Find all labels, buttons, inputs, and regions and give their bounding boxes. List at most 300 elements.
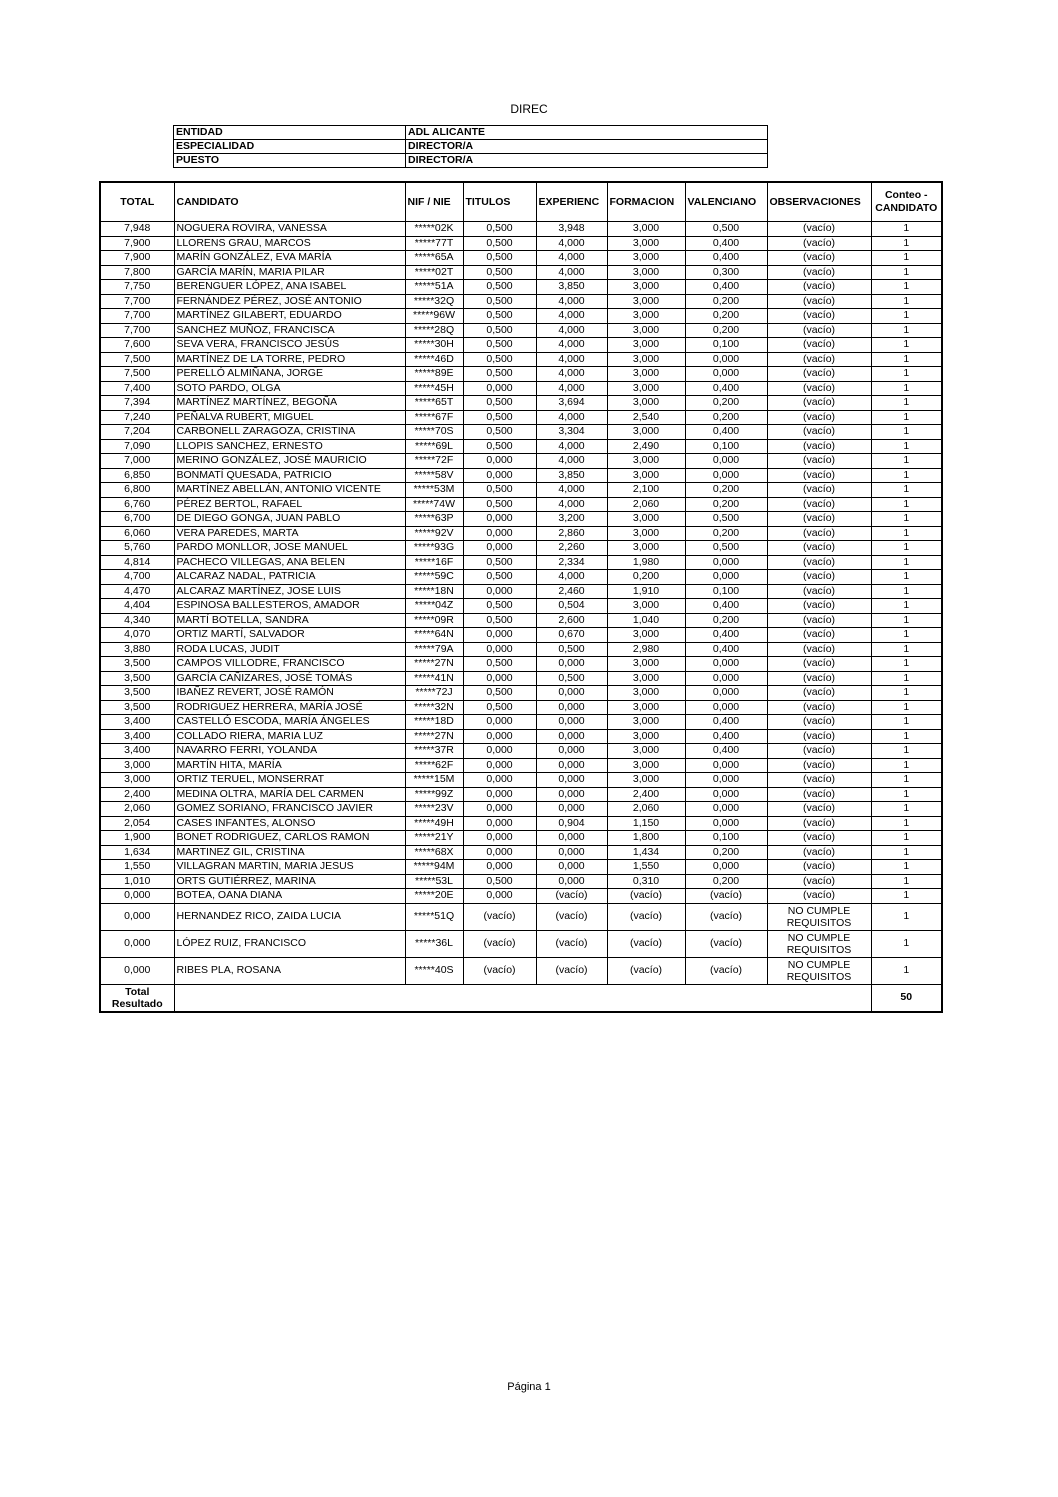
cell-conteo: 1 — [871, 294, 942, 309]
cell-total: 6,800 — [100, 483, 174, 498]
cell-experiencia: 4,000 — [536, 294, 607, 309]
cell-candidato: HERNANDEZ RICO, ZAIDA LUCIA — [174, 903, 405, 930]
cell-experiencia: 3,850 — [536, 468, 607, 483]
cell-nif: *****68X — [405, 845, 463, 860]
cell-titulos: 0,000 — [463, 671, 536, 686]
cell-titulos: 0,000 — [463, 729, 536, 744]
cell-valenciano: 0,200 — [685, 874, 767, 889]
cell-nif: *****15M — [405, 773, 463, 788]
cell-titulos: 0,500 — [463, 497, 536, 512]
cell-total: 7,500 — [100, 352, 174, 367]
cell-titulos: 0,500 — [463, 613, 536, 628]
table-row — [100, 628, 942, 643]
table-row — [100, 889, 942, 904]
cell-valenciano: 0,000 — [685, 468, 767, 483]
cell-titulos: 0,000 — [463, 715, 536, 730]
table-row — [100, 613, 942, 628]
cell-total: 4,070 — [100, 628, 174, 643]
cell-experiencia: 3,200 — [536, 512, 607, 527]
cell-titulos: 0,000 — [463, 802, 536, 817]
cell-formacion: 3,000 — [607, 265, 685, 280]
meta-value: ADL ALICANTE — [406, 126, 768, 140]
cell-experiencia: (vacío) — [536, 903, 607, 930]
cell-observaciones: (vacío) — [767, 729, 871, 744]
cell-candidato: SEVA VERA, FRANCISCO JESÚS — [174, 338, 405, 353]
cell-titulos: 0,500 — [463, 686, 536, 701]
cell-formacion: 3,000 — [607, 236, 685, 251]
cell-experiencia: 0,500 — [536, 671, 607, 686]
cell-observaciones: (vacío) — [767, 381, 871, 396]
cell-observaciones: (vacío) — [767, 439, 871, 454]
cell-formacion: 2,060 — [607, 802, 685, 817]
cell-experiencia: 0,000 — [536, 860, 607, 875]
cell-conteo: 1 — [871, 642, 942, 657]
cell-candidato: ESPINOSA BALLESTEROS, AMADOR — [174, 599, 405, 614]
cell-candidato: PEÑALVA RUBERT, MIGUEL — [174, 410, 405, 425]
cell-observaciones: NO CUMPLE REQUISITOS — [767, 957, 871, 984]
cell-total: 6,060 — [100, 526, 174, 541]
cell-nif: *****45H — [405, 381, 463, 396]
cell-titulos: 0,000 — [463, 628, 536, 643]
cell-experiencia: 0,000 — [536, 787, 607, 802]
table-row — [100, 236, 942, 251]
cell-observaciones: (vacío) — [767, 613, 871, 628]
cell-conteo: 1 — [871, 570, 942, 585]
cell-formacion: 2,540 — [607, 410, 685, 425]
cell-valenciano: 0,000 — [685, 454, 767, 469]
cell-experiencia: 0,000 — [536, 773, 607, 788]
cell-nif: *****79A — [405, 642, 463, 657]
total-label: Total Resultado — [100, 984, 174, 1012]
table-row — [100, 729, 942, 744]
cell-candidato: LLOPIS SANCHEZ, ERNESTO — [174, 439, 405, 454]
cell-observaciones: (vacío) — [767, 845, 871, 860]
cell-observaciones: (vacío) — [767, 628, 871, 643]
cell-conteo: 1 — [871, 541, 942, 556]
cell-formacion: 1,800 — [607, 831, 685, 846]
table-row — [100, 497, 942, 512]
cell-titulos: 0,000 — [463, 584, 536, 599]
cell-conteo: 1 — [871, 715, 942, 730]
cell-candidato: FERNÁNDEZ PÉREZ, JOSÉ ANTONIO — [174, 294, 405, 309]
cell-conteo: 1 — [871, 367, 942, 382]
cell-observaciones: NO CUMPLE REQUISITOS — [767, 903, 871, 930]
cell-nif: *****02K — [405, 222, 463, 237]
cell-observaciones: (vacío) — [767, 323, 871, 338]
cell-nif: *****69L — [405, 439, 463, 454]
cell-experiencia: 0,000 — [536, 686, 607, 701]
table-row — [100, 222, 942, 237]
table-row — [100, 396, 942, 411]
cell-observaciones: NO CUMPLE REQUISITOS — [767, 930, 871, 957]
cell-formacion: 1,150 — [607, 816, 685, 831]
cell-valenciano: 0,400 — [685, 715, 767, 730]
table-row — [100, 512, 942, 527]
cell-formacion: 2,060 — [607, 497, 685, 512]
cell-formacion: 2,100 — [607, 483, 685, 498]
table-row — [100, 715, 942, 730]
cell-valenciano: 0,400 — [685, 729, 767, 744]
cell-candidato: SOTO PARDO, OLGA — [174, 381, 405, 396]
cell-titulos: 0,000 — [463, 889, 536, 904]
cell-nif: *****72J — [405, 686, 463, 701]
cell-observaciones: (vacío) — [767, 657, 871, 672]
table-row — [100, 454, 942, 469]
cell-valenciano: 0,400 — [685, 425, 767, 440]
table-row — [100, 831, 942, 846]
table-row — [100, 758, 942, 773]
cell-valenciano: 0,100 — [685, 338, 767, 353]
cell-formacion: 3,000 — [607, 454, 685, 469]
cell-valenciano: 0,000 — [685, 787, 767, 802]
cell-formacion: 3,000 — [607, 729, 685, 744]
table-row — [100, 468, 942, 483]
cell-valenciano: 0,500 — [685, 512, 767, 527]
cell-valenciano: 0,000 — [685, 860, 767, 875]
cell-conteo: 1 — [871, 410, 942, 425]
cell-titulos: 0,000 — [463, 744, 536, 759]
cell-candidato: RIBES PLA, ROSANA — [174, 957, 405, 984]
cell-nif: *****41N — [405, 671, 463, 686]
cell-nif: *****20E — [405, 889, 463, 904]
table-body — [100, 222, 942, 985]
header-total: TOTAL — [100, 182, 174, 222]
cell-valenciano: 0,200 — [685, 483, 767, 498]
cell-titulos: 0,000 — [463, 845, 536, 860]
cell-experiencia: 3,948 — [536, 222, 607, 237]
cell-total: 7,090 — [100, 439, 174, 454]
total-row — [100, 984, 942, 1012]
cell-titulos: 0,000 — [463, 758, 536, 773]
table-row — [100, 323, 942, 338]
cell-conteo: 1 — [871, 584, 942, 599]
cell-candidato: ALCARAZ MARTÍNEZ, JOSE LUIS — [174, 584, 405, 599]
table-row — [100, 570, 942, 585]
cell-valenciano: 0,400 — [685, 599, 767, 614]
meta-table — [173, 125, 768, 168]
cell-conteo: 1 — [871, 903, 942, 930]
cell-nif: *****53M — [405, 483, 463, 498]
cell-total: 1,010 — [100, 874, 174, 889]
cell-total: 1,550 — [100, 860, 174, 875]
cell-formacion: 3,000 — [607, 773, 685, 788]
table-row — [100, 903, 942, 930]
cell-conteo: 1 — [871, 613, 942, 628]
cell-candidato: GARCÍA MARÍN, MARIA PILAR — [174, 265, 405, 280]
cell-conteo: 1 — [871, 787, 942, 802]
header-nif: NIF / NIE — [405, 182, 463, 222]
table-row — [100, 541, 942, 556]
cell-candidato: MARÍN GONZÁLEZ, EVA MARÍA — [174, 251, 405, 266]
cell-conteo: 1 — [871, 512, 942, 527]
cell-nif: *****27N — [405, 729, 463, 744]
cell-nif: *****72F — [405, 454, 463, 469]
cell-experiencia: 4,000 — [536, 454, 607, 469]
cell-candidato: ALCARAZ NADAL, PATRICIA — [174, 570, 405, 585]
cell-titulos: 0,000 — [463, 787, 536, 802]
cell-observaciones: (vacío) — [767, 831, 871, 846]
cell-formacion: 2,490 — [607, 439, 685, 454]
cell-experiencia: 0,500 — [536, 642, 607, 657]
cell-candidato: CARBONELL ZARAGOZA, CRISTINA — [174, 425, 405, 440]
cell-conteo: 1 — [871, 874, 942, 889]
cell-experiencia: 4,000 — [536, 439, 607, 454]
cell-nif: *****58V — [405, 468, 463, 483]
cell-titulos: 0,500 — [463, 251, 536, 266]
cell-candidato: CASTELLÓ ESCODA, MARÍA ÁNGELES — [174, 715, 405, 730]
header-experiencia: EXPERIENC — [536, 182, 607, 222]
cell-formacion: 3,000 — [607, 381, 685, 396]
header-candidato: CANDIDATO — [174, 182, 405, 222]
cell-valenciano: 0,400 — [685, 381, 767, 396]
cell-observaciones: (vacío) — [767, 816, 871, 831]
header-conteo: Conteo - CANDIDATO — [871, 182, 942, 222]
cell-experiencia: 3,850 — [536, 280, 607, 295]
cell-candidato: ORTIZ MARTÍ, SALVADOR — [174, 628, 405, 643]
cell-formacion: 2,980 — [607, 642, 685, 657]
cell-valenciano: 0,400 — [685, 642, 767, 657]
cell-experiencia: 0,504 — [536, 599, 607, 614]
cell-nif: *****37R — [405, 744, 463, 759]
cell-nif: *****04Z — [405, 599, 463, 614]
cell-candidato: VERA PAREDES, MARTA — [174, 526, 405, 541]
cell-observaciones: (vacío) — [767, 599, 871, 614]
cell-experiencia: 2,260 — [536, 541, 607, 556]
cell-total: 0,000 — [100, 903, 174, 930]
cell-total: 3,400 — [100, 715, 174, 730]
cell-total: 7,800 — [100, 265, 174, 280]
cell-total: 7,948 — [100, 222, 174, 237]
table-row — [100, 584, 942, 599]
cell-experiencia: 0,904 — [536, 816, 607, 831]
cell-titulos: 0,500 — [463, 236, 536, 251]
cell-titulos: 0,500 — [463, 323, 536, 338]
cell-candidato: NAVARRO FERRI, YOLANDA — [174, 744, 405, 759]
cell-candidato: PERELLÓ ALMIÑANA, JORGE — [174, 367, 405, 382]
cell-valenciano: 0,500 — [685, 222, 767, 237]
cell-titulos: 0,000 — [463, 512, 536, 527]
cell-conteo: 1 — [871, 744, 942, 759]
table-row — [100, 352, 942, 367]
cell-valenciano: 0,400 — [685, 628, 767, 643]
cell-valenciano: 0,000 — [685, 570, 767, 585]
cell-total: 4,814 — [100, 555, 174, 570]
cell-total: 6,850 — [100, 468, 174, 483]
cell-observaciones: (vacío) — [767, 497, 871, 512]
cell-conteo: 1 — [871, 686, 942, 701]
cell-titulos: 0,500 — [463, 599, 536, 614]
cell-experiencia: 0,000 — [536, 845, 607, 860]
cell-titulos: 0,500 — [463, 309, 536, 324]
cell-experiencia: (vacío) — [536, 957, 607, 984]
cell-titulos: 0,000 — [463, 831, 536, 846]
cell-experiencia: 0,000 — [536, 744, 607, 759]
cell-nif: *****23V — [405, 802, 463, 817]
cell-nif: *****63P — [405, 512, 463, 527]
cell-nif: *****30H — [405, 338, 463, 353]
cell-experiencia: 2,460 — [536, 584, 607, 599]
cell-titulos: 0,500 — [463, 222, 536, 237]
cell-observaciones: (vacío) — [767, 700, 871, 715]
table-row — [100, 483, 942, 498]
cell-valenciano: 0,400 — [685, 280, 767, 295]
cell-experiencia: 4,000 — [536, 251, 607, 266]
cell-valenciano: (vacío) — [685, 930, 767, 957]
cell-titulos: 0,500 — [463, 280, 536, 295]
cell-candidato: ORTS GUTIÉRREZ, MARINA — [174, 874, 405, 889]
cell-valenciano: (vacío) — [685, 957, 767, 984]
cell-total: 7,204 — [100, 425, 174, 440]
cell-formacion: 1,910 — [607, 584, 685, 599]
cell-observaciones: (vacío) — [767, 425, 871, 440]
cell-nif: *****32N — [405, 700, 463, 715]
cell-observaciones: (vacío) — [767, 251, 871, 266]
cell-conteo: 1 — [871, 425, 942, 440]
cell-total: 3,500 — [100, 686, 174, 701]
cell-valenciano: 0,000 — [685, 700, 767, 715]
cell-candidato: MERINO GONZÁLEZ, JOSÉ MAURICIO — [174, 454, 405, 469]
cell-titulos: 0,000 — [463, 860, 536, 875]
cell-formacion: 3,000 — [607, 338, 685, 353]
cell-candidato: GARCÍA CAÑIZARES, JOSÉ TOMÁS — [174, 671, 405, 686]
total-value: 50 — [871, 984, 942, 1012]
cell-titulos: 0,500 — [463, 555, 536, 570]
cell-candidato: CASES INFANTES, ALONSO — [174, 816, 405, 831]
cell-experiencia: 0,000 — [536, 758, 607, 773]
cell-candidato: MARTÍNEZ DE LA TORRE, PEDRO — [174, 352, 405, 367]
candidates-table — [99, 181, 943, 1013]
cell-titulos: 0,500 — [463, 570, 536, 585]
cell-conteo: 1 — [871, 222, 942, 237]
cell-nif: *****77T — [405, 236, 463, 251]
cell-total: 2,054 — [100, 816, 174, 831]
table-row — [100, 294, 942, 309]
cell-experiencia: 4,000 — [536, 338, 607, 353]
cell-valenciano: (vacío) — [685, 903, 767, 930]
cell-nif: *****18D — [405, 715, 463, 730]
cell-observaciones: (vacío) — [767, 410, 871, 425]
cell-observaciones: (vacío) — [767, 454, 871, 469]
cell-titulos: 0,500 — [463, 265, 536, 280]
cell-formacion: 0,310 — [607, 874, 685, 889]
document-title: DIREC — [510, 102, 548, 116]
meta-value: DIRECTOR/A — [406, 140, 768, 154]
cell-observaciones: (vacío) — [767, 309, 871, 324]
cell-experiencia: 4,000 — [536, 381, 607, 396]
cell-total: 7,600 — [100, 338, 174, 353]
cell-total: 3,500 — [100, 657, 174, 672]
cell-formacion: (vacío) — [607, 903, 685, 930]
total-spacer — [174, 984, 871, 1012]
cell-formacion: 3,000 — [607, 280, 685, 295]
cell-titulos: 0,500 — [463, 338, 536, 353]
cell-titulos: 0,000 — [463, 526, 536, 541]
cell-candidato: PARDO MONLLOR, JOSE MANUEL — [174, 541, 405, 556]
cell-valenciano: 0,200 — [685, 410, 767, 425]
cell-total: 6,700 — [100, 512, 174, 527]
cell-conteo: 1 — [871, 526, 942, 541]
cell-total: 3,500 — [100, 671, 174, 686]
cell-formacion: 3,000 — [607, 352, 685, 367]
table-row — [100, 642, 942, 657]
cell-nif: *****67F — [405, 410, 463, 425]
cell-formacion: 3,000 — [607, 396, 685, 411]
cell-valenciano: 0,200 — [685, 845, 767, 860]
page-footer: Página 1 — [507, 1381, 551, 1393]
cell-conteo: 1 — [871, 251, 942, 266]
cell-nif: *****49H — [405, 816, 463, 831]
cell-candidato: IBAÑEZ REVERT, JOSÉ RAMÓN — [174, 686, 405, 701]
cell-nif: *****74W — [405, 497, 463, 512]
cell-total: 7,000 — [100, 454, 174, 469]
cell-observaciones: (vacío) — [767, 889, 871, 904]
cell-formacion: 2,400 — [607, 787, 685, 802]
cell-experiencia: 4,000 — [536, 236, 607, 251]
cell-experiencia: 0,000 — [536, 831, 607, 846]
cell-valenciano: 0,300 — [685, 265, 767, 280]
table-row — [100, 957, 942, 984]
cell-candidato: MEDINA OLTRA, MARÍA DEL CARMEN — [174, 787, 405, 802]
cell-formacion: 3,000 — [607, 222, 685, 237]
cell-nif: *****89E — [405, 367, 463, 382]
cell-candidato: NOGUERA ROVIRA, VANESSA — [174, 222, 405, 237]
cell-titulos: (vacío) — [463, 930, 536, 957]
cell-observaciones: (vacío) — [767, 744, 871, 759]
table-row — [100, 744, 942, 759]
cell-total: 4,404 — [100, 599, 174, 614]
cell-formacion: 3,000 — [607, 468, 685, 483]
cell-candidato: PACHECO VILLEGAS, ANA BELEN — [174, 555, 405, 570]
table-row — [100, 860, 942, 875]
cell-total: 3,000 — [100, 758, 174, 773]
cell-formacion: 1,550 — [607, 860, 685, 875]
cell-experiencia: 4,000 — [536, 265, 607, 280]
cell-experiencia: (vacío) — [536, 930, 607, 957]
cell-experiencia: 2,600 — [536, 613, 607, 628]
table-row — [100, 265, 942, 280]
cell-experiencia: 4,000 — [536, 570, 607, 585]
cell-experiencia: (vacío) — [536, 889, 607, 904]
cell-total: 0,000 — [100, 930, 174, 957]
cell-experiencia: 0,000 — [536, 657, 607, 672]
cell-formacion: 3,000 — [607, 323, 685, 338]
cell-conteo: 1 — [871, 729, 942, 744]
cell-conteo: 1 — [871, 700, 942, 715]
cell-observaciones: (vacío) — [767, 222, 871, 237]
table-row — [100, 280, 942, 295]
cell-valenciano: 0,100 — [685, 584, 767, 599]
cell-total: 1,900 — [100, 831, 174, 846]
cell-experiencia: 4,000 — [536, 497, 607, 512]
cell-total: 0,000 — [100, 889, 174, 904]
cell-valenciano: 0,000 — [685, 352, 767, 367]
cell-candidato: MARTINEZ GIL, CRISTINA — [174, 845, 405, 860]
cell-conteo: 1 — [871, 439, 942, 454]
cell-total: 4,700 — [100, 570, 174, 585]
header-titulos: TITULOS — [463, 182, 536, 222]
cell-conteo: 1 — [871, 309, 942, 324]
header-observaciones: OBSERVACIONES — [767, 182, 871, 222]
cell-nif: *****46D — [405, 352, 463, 367]
cell-formacion: 3,000 — [607, 628, 685, 643]
cell-total: 7,700 — [100, 294, 174, 309]
cell-observaciones: (vacío) — [767, 686, 871, 701]
cell-formacion: 3,000 — [607, 671, 685, 686]
cell-formacion: 3,000 — [607, 715, 685, 730]
table-row — [100, 686, 942, 701]
cell-experiencia: 4,000 — [536, 410, 607, 425]
cell-nif: *****64N — [405, 628, 463, 643]
